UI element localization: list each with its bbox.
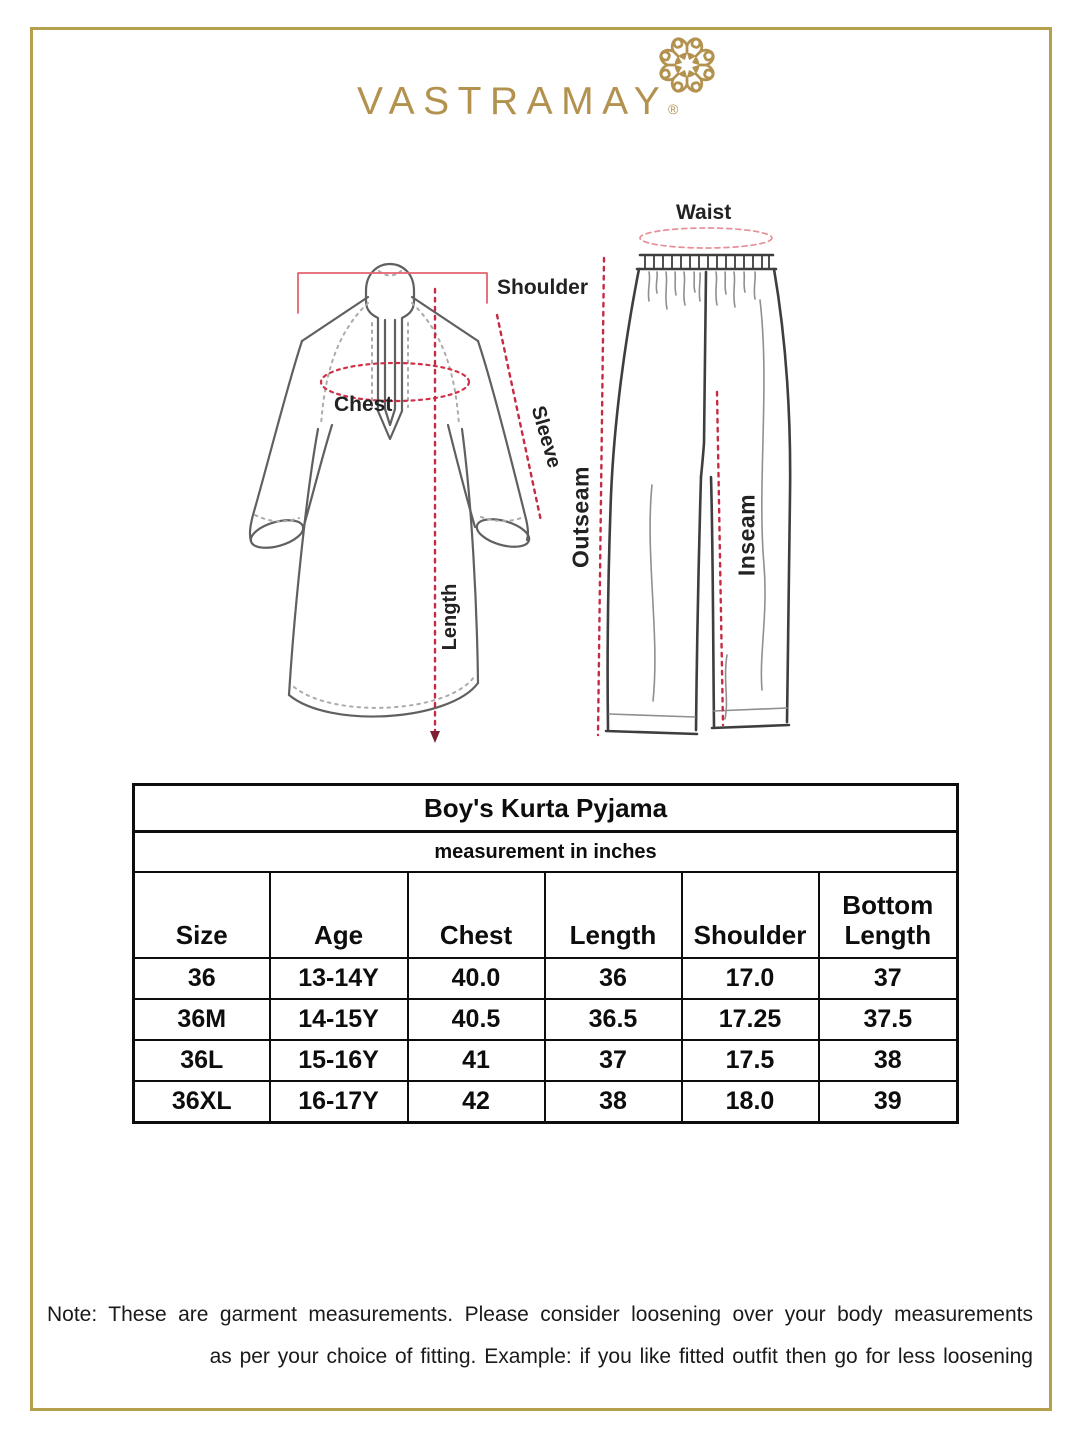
cell-length: 37 — [545, 1040, 682, 1081]
cell-shoulder: 17.25 — [682, 999, 819, 1040]
brand-logo-text: VASTRAMAY — [357, 80, 669, 123]
length-label: Length — [439, 583, 461, 651]
size-chart-table — [132, 783, 959, 1124]
column-header-shoulder: Shoulder — [682, 872, 819, 958]
cell-length: 36.5 — [545, 999, 682, 1040]
inseam-label: Inseam — [733, 493, 760, 577]
waist-label: Waist — [676, 201, 732, 224]
cell-chest: 40.5 — [408, 999, 545, 1040]
cell-size: 36L — [134, 1040, 270, 1081]
column-header-size: Size — [134, 872, 270, 958]
outseam-label: Outseam — [567, 466, 594, 568]
cell-size: 36XL — [134, 1081, 270, 1123]
column-header-age: Age — [270, 872, 408, 958]
chest-label: Chest — [334, 393, 393, 416]
sleeve-label: Sleeve — [526, 403, 566, 471]
registered-trademark-symbol: ® — [668, 101, 679, 117]
cell-size: 36M — [134, 999, 270, 1040]
note-line-1: Note: These are garment measurements. Please consider loosening over your body measurements — [47, 1303, 1033, 1326]
cell-bottom-length: 38 — [819, 1040, 958, 1081]
table-title: Boy's Kurta Pyjama — [134, 785, 958, 832]
kurta-pyjama-sketch — [0, 185, 1080, 775]
cell-shoulder: 17.0 — [682, 958, 819, 999]
table-unit-row — [134, 832, 958, 873]
brand-mandala-icon — [653, 32, 721, 103]
cell-size: 36 — [134, 958, 270, 999]
cell-age: 16-17Y — [270, 1081, 408, 1123]
table-row — [134, 999, 958, 1040]
cell-age: 14-15Y — [270, 999, 408, 1040]
column-header-bottom-length: Bottom Length — [819, 872, 958, 958]
shoulder-label: Shoulder — [497, 276, 589, 299]
cell-chest: 40.0 — [408, 958, 545, 999]
column-header-length: Length — [545, 872, 682, 958]
cell-chest: 42 — [408, 1081, 545, 1123]
measurement-note — [47, 1294, 1033, 1378]
cell-age: 13-14Y — [270, 958, 408, 999]
cell-bottom-length: 37.5 — [819, 999, 958, 1040]
garment-measurement-diagram — [0, 185, 1080, 775]
cell-chest: 41 — [408, 1040, 545, 1081]
cell-age: 15-16Y — [270, 1040, 408, 1081]
cell-length: 38 — [545, 1081, 682, 1123]
note-line-2: as per your choice of fitting. Example: if you like fitted outfit then go for less loosening — [209, 1345, 1033, 1368]
table-row — [134, 1040, 958, 1081]
cell-bottom-length: 37 — [819, 958, 958, 999]
cell-shoulder: 18.0 — [682, 1081, 819, 1123]
unit-note: measurement in inches — [134, 832, 958, 873]
table-row — [134, 958, 958, 999]
cell-bottom-length: 39 — [819, 1081, 958, 1123]
cell-shoulder: 17.5 — [682, 1040, 819, 1081]
table-header-row — [134, 872, 958, 958]
table-row — [134, 1081, 958, 1123]
cell-length: 36 — [545, 958, 682, 999]
table-title-row — [134, 785, 958, 832]
column-header-chest: Chest — [408, 872, 545, 958]
